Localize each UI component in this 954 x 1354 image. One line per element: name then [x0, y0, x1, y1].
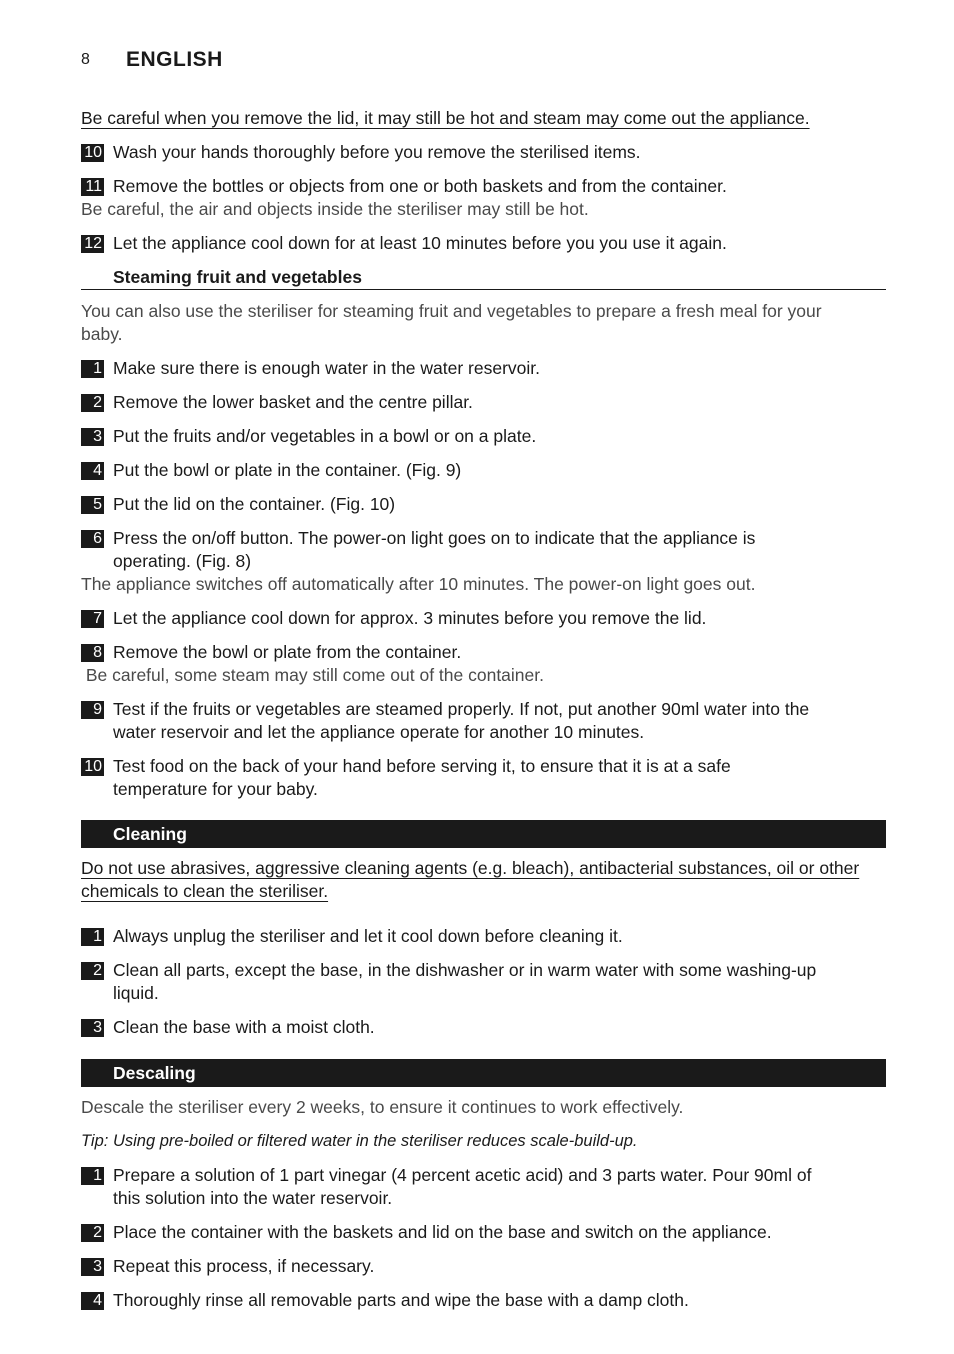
step-number-badge: 4 — [81, 1292, 104, 1310]
page-number: 8 — [81, 51, 90, 68]
step-text: Remove the bowl or plate from the container. — [113, 642, 462, 662]
section-heading-steaming: Steaming fruit and vegetables — [81, 266, 886, 290]
step-number-badge: 2 — [81, 394, 104, 412]
step-number-badge: 11 — [81, 178, 104, 196]
descaling-tip: Tip: Using pre-boiled or filtered water in the steriliser reduces scale-build-up. — [81, 1132, 638, 1150]
step-number-badge: 7 — [81, 610, 104, 628]
step-text: Test food on the back of your hand before serving it, to ensure that it is at a safe — [113, 756, 731, 776]
step-text: water reservoir and let the appliance operate for another 10 minutes. — [113, 722, 645, 742]
step-text: Prepare a solution of 1 part vinegar (4 percent acetic acid) and 3 parts water. Pour 90ml of — [113, 1165, 812, 1185]
step-text: Clean the base with a moist cloth. — [113, 1017, 375, 1037]
step-number-badge: 6 — [81, 530, 104, 548]
step-text: Thoroughly rinse all removable parts and wipe the base with a damp cloth. — [113, 1290, 689, 1310]
language-heading: ENGLISH — [126, 48, 223, 71]
step-text: Put the fruits and/or vegetables in a bowl or on a plate. — [113, 426, 537, 446]
step-note: The appliance switches off automatically after 10 minutes. The power-on light goes out. — [81, 574, 756, 594]
steaming-intro: baby. — [81, 324, 123, 344]
steaming-intro: You can also use the steriliser for steaming fruit and vegetables to prepare a fresh meal for your — [81, 301, 822, 321]
step-number-badge: 2 — [81, 962, 104, 980]
step-text: Press the on/off button. The power-on light goes on to indicate that the appliance is — [113, 528, 756, 548]
step-number-badge: 1 — [81, 1167, 104, 1185]
step-text: liquid. — [113, 983, 159, 1003]
step-text: Wash your hands thoroughly before you remove the sterilised items. — [113, 142, 641, 162]
step-number-badge: 9 — [81, 701, 104, 719]
step-text: Remove the bottles or objects from one or both baskets and from the container. — [113, 176, 727, 196]
section-heading-cleaning: Cleaning — [81, 820, 886, 848]
step-text: Remove the lower basket and the centre pillar. — [113, 392, 473, 412]
step-text: Let the appliance cool down for at least 10 minutes before you you use it again. — [113, 233, 727, 253]
step-number-badge: 5 — [81, 496, 104, 514]
step-text: temperature for your baby. — [113, 779, 318, 799]
step-text: this solution into the water reservoir. — [113, 1188, 393, 1208]
step-number-badge: 8 — [81, 644, 104, 662]
step-text: Always unplug the steriliser and let it cool down before cleaning it. — [113, 926, 623, 946]
step-text: Clean all parts, except the base, in the dishwasher or in warm water with some washing-up — [113, 960, 817, 980]
step-note: Be careful, some steam may still come out of the container. — [81, 665, 544, 685]
step-note: Be careful, the air and objects inside the steriliser may still be hot. — [81, 199, 589, 219]
step-number-badge: 3 — [81, 428, 104, 446]
step-number-badge: 3 — [81, 1258, 104, 1276]
step-number-badge: 1 — [81, 360, 104, 378]
step-text: Repeat this process, if necessary. — [113, 1256, 375, 1276]
step-text: Test if the fruits or vegetables are steamed properly. If not, put another 90ml water into the — [113, 699, 810, 719]
step-number-badge: 1 — [81, 928, 104, 946]
step-number-badge: 12 — [81, 235, 104, 253]
cleaning-warning: Do not use abrasives, aggressive cleaning agents (e.g. bleach), antibacterial substances, oil or other — [81, 858, 860, 878]
step-number-badge: 10 — [81, 758, 104, 776]
step-text: Put the bowl or plate in the container. (Fig. 9) — [113, 460, 462, 480]
step-number-badge: 4 — [81, 462, 104, 480]
step-text: Let the appliance cool down for approx. 3 minutes before you remove the lid. — [113, 608, 707, 628]
step-number-badge: 10 — [81, 144, 104, 162]
cleaning-warning: chemicals to clean the steriliser. — [81, 881, 329, 901]
step-number-badge: 3 — [81, 1019, 104, 1037]
step-text: Place the container with the baskets and lid on the base and switch on the appliance. — [113, 1222, 772, 1242]
section-heading-descaling: Descaling — [81, 1059, 886, 1087]
step-text: Make sure there is enough water in the water reservoir. — [113, 358, 541, 378]
step-number-badge: 2 — [81, 1224, 104, 1242]
step-text: operating. (Fig. 8) — [113, 551, 252, 571]
lid-warning: Be careful when you remove the lid, it may still be hot and steam may come out the appliance. — [81, 108, 810, 128]
step-text: Put the lid on the container. (Fig. 10) — [113, 494, 396, 514]
descaling-intro: Descale the steriliser every 2 weeks, to ensure it continues to work effectively. — [81, 1097, 684, 1117]
